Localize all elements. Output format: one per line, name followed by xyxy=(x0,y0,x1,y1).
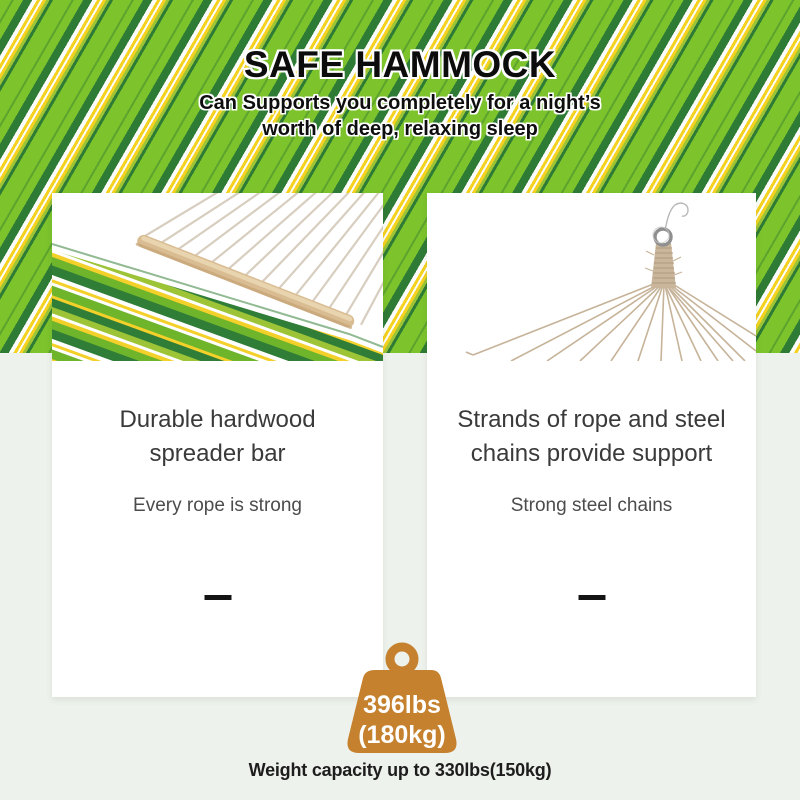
dash-divider xyxy=(204,595,231,600)
card-heading xyxy=(435,403,748,471)
card-heading-line-1: Durable hardwood xyxy=(119,406,316,433)
feature-card-rope-support xyxy=(427,193,756,697)
weight-lbs-label: 396lbs xyxy=(363,691,441,719)
weight-capacity-badge xyxy=(342,638,462,756)
card-caption: Strong steel chains xyxy=(510,495,673,516)
rope-ring-illustration xyxy=(427,193,756,361)
feature-card-spreader-bar xyxy=(52,193,383,697)
page-subtitle xyxy=(0,90,800,142)
page-title: SAFE HAMMOCK xyxy=(243,44,557,85)
card-heading xyxy=(60,403,375,471)
subtitle-line-2: worth of deep, relaxing sleep xyxy=(262,118,538,140)
hammock-spreader-bar-photo xyxy=(52,193,383,361)
weight-capacity-caption: Weight capacity up to 330lbs(150kg) xyxy=(248,760,552,780)
subtitle-line-1: Can Supports you completely for a night’s xyxy=(199,92,601,114)
card-heading-line-1: Strands of rope and steel xyxy=(457,406,726,433)
card-caption: Every rope is strong xyxy=(133,495,302,516)
spreader-bar-illustration xyxy=(52,193,383,361)
card-heading-line-2: chains provide support xyxy=(470,440,713,467)
rope-ring-hook-photo xyxy=(427,193,756,361)
card-heading-line-2: spreader bar xyxy=(149,440,286,467)
weight-kg-label: (180kg) xyxy=(358,721,446,749)
dash-divider xyxy=(578,595,605,600)
